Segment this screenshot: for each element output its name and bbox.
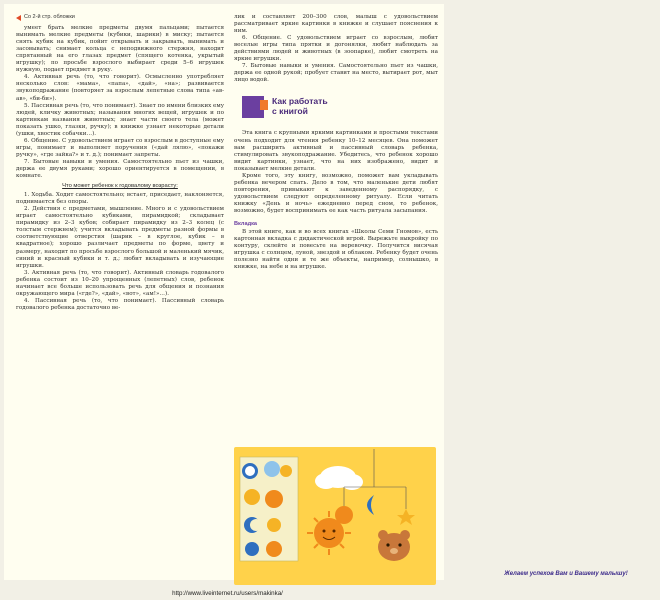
paragraph: В этой книге, как и во всех книгах «Школы Семи Гномов», есть картонная вкладка с дидактической игрой. Вырежьте выкройку по контуру, склейте и повесьте на веревочку. Получится висячая игрушка с солнцем, луной, звездой и облаком. Ребенку будет очень полезно найти одни и те же объекты, например, солнышко, в книжке, на небе и на игрушке. — [234, 229, 438, 271]
paragraph: 2. Действия с предметами, мышление. Много и с удовольствием играет самостоятельно кубиками, пирамидкой; складывает пирамидку из 2–3 кубов; собирает пирамидку из 2–3 колец (с толстым стержнем); учится вкладывать предметы разной формы в соответствующие отверстия (шарик – в круглое, кубик – в квадратное); хорошо различает предметы по форме, цвету и размеру, находит по просьбе взрослого большой и маленький мячик, синий и красный кубики и т. д.; любит вкладывать и изучающие игрушки. — [16, 206, 224, 269]
insert-label: Вкладка — [234, 221, 258, 228]
orange-square-icon — [260, 100, 268, 110]
paragraph: 5. Пассивная речь (то, что понимает). Знает по имени близких ему людей, кличку животных; называния многих вещей, игрушек и по картинкам названия животных; знает части своего тела (может показать ушко, глазки, ручку); в книжке узнает некоторые детали (ушки, хвостик собачки…). — [16, 102, 224, 137]
page-note-text: Со 2-й стр. обложки — [24, 14, 75, 20]
wishes-banner: Желаем успехов Вам и Вашему малышу! — [504, 571, 628, 577]
cutout-sheet-icon — [240, 457, 298, 561]
paragraph: 4. Активная речь (то, что говорит). Осмысленно употребляет несколько слов: «мама», «папа», «дай», «на»; развивается звукоподражание (повторяет за взрослым лепетные слова типа «ав-ав», «би-би»). — [16, 74, 224, 102]
paragraph: 6. Общение. С удовольствием играет со взрослым, любит веселые игры типа прятки и догонялки, любит наблюдать за действиями людей и животных (в зоопарке), любит смотреть на яркие игрушки. — [234, 35, 438, 63]
paragraph: 7. Бытовые навыки и умения. Самостоятельно пьет из чашки, держа ее двумя руками; хорошо ориентируется в помещении, в комнате. — [16, 158, 224, 180]
source-watermark[interactable]: http://www.liveinternet.ru/users/makinka/ — [172, 590, 283, 597]
teddy-bear-icon — [378, 530, 410, 561]
paragraph: 1. Ходьба. Ходит самостоятельно; встает, приседает, наклоняется, поднимается без опоры. — [16, 192, 224, 206]
how-to-work-heading — [234, 96, 438, 122]
paragraph: 4. Пассивная речь (то, что понимает). Пассивный словарь годовалого ребенка достаточно ве- — [16, 297, 224, 311]
arrow-left-icon — [16, 15, 21, 21]
left-column — [16, 14, 224, 312]
paragraph: Кроме того, эту книгу, возможно, поможет вам укладывать ребенка вечером спать. Дело в том, что маленькие дети любят повторения, привыкают к заведенному распорядку, с удовольствием следуют определенному ритуалу. Если читать книжку «День и ночь» ежедневно перед сном, то ребенок, возможно, будет воспринимать ее как часть ритуала засыпания. — [234, 172, 438, 214]
heading-line-2: с книгой — [272, 105, 308, 116]
right-column — [234, 14, 438, 271]
page-note — [16, 14, 224, 21]
page — [4, 4, 628, 580]
heading-line-1: Как работать — [272, 96, 328, 107]
illustration-svg — [234, 447, 436, 585]
paragraph: 6. Общение. С удовольствием играет со взрослым в доступные ему игры, понимает и выполняет поручения («дай лялю», «покажи ручку», «где зайка?» и т. д.); понимает запреты. — [16, 137, 224, 158]
paragraph: Эта книга с крупными яркими картинками и простыми текстами очень подходит для чтения ребенку 10–12 месяцев. Она поможет вам расширить активный и пассивный словарь ребенка, стимулировать звукоподражание. Убедитесь, что ребенок хорошо видит картинки, узнает, что на них изображено, видит и показывает мелкие детали. — [234, 130, 438, 172]
paragraph: умеет брать мелкие предметы двумя пальцами; пытается вынимать мелкие предметы (кубики, шарики) в миску; пытается снять кубик на кубик, пойит открывать и закрывать, вынимать и засовывать; снимает кольца с неподвижного стержня, находит спрятанный на его глазах предмет (спящего котенка, укрытый игрушку); по просьбе взрослого выбирает среди 5–6 игрушек нужную, подает предмет в руку. — [16, 25, 224, 74]
cloud-icon — [315, 466, 363, 490]
mobile-toy-illustration — [234, 447, 628, 585]
paragraph: 3. Активная речь (то, что говорит). Активный словарь годовалого ребенка состоит из 10–20 упрощенных (лепетных) слов, ребенок начинает все больше использовать речь для общения и познания окружающего мира («где?», «дай», «вот», «ам!»…). — [16, 269, 224, 297]
paragraph: лик и составляет 200–300 слов, малыш с удовольствием рассматривает яркие картинки в книжке и слушает пояснения к ним. — [234, 14, 438, 35]
paragraph: 7. Бытовые навыки и умения. Самостоятельно пьет из чашки, держа ее одной рукой; пробует ставит на место, вытирает рот, мыт лицо водой. — [234, 63, 438, 84]
section-title: Что может ребенок к годовалому возрасту: — [62, 183, 178, 190]
heading-text — [272, 97, 328, 116]
hanging-mobile-icon — [335, 449, 415, 525]
